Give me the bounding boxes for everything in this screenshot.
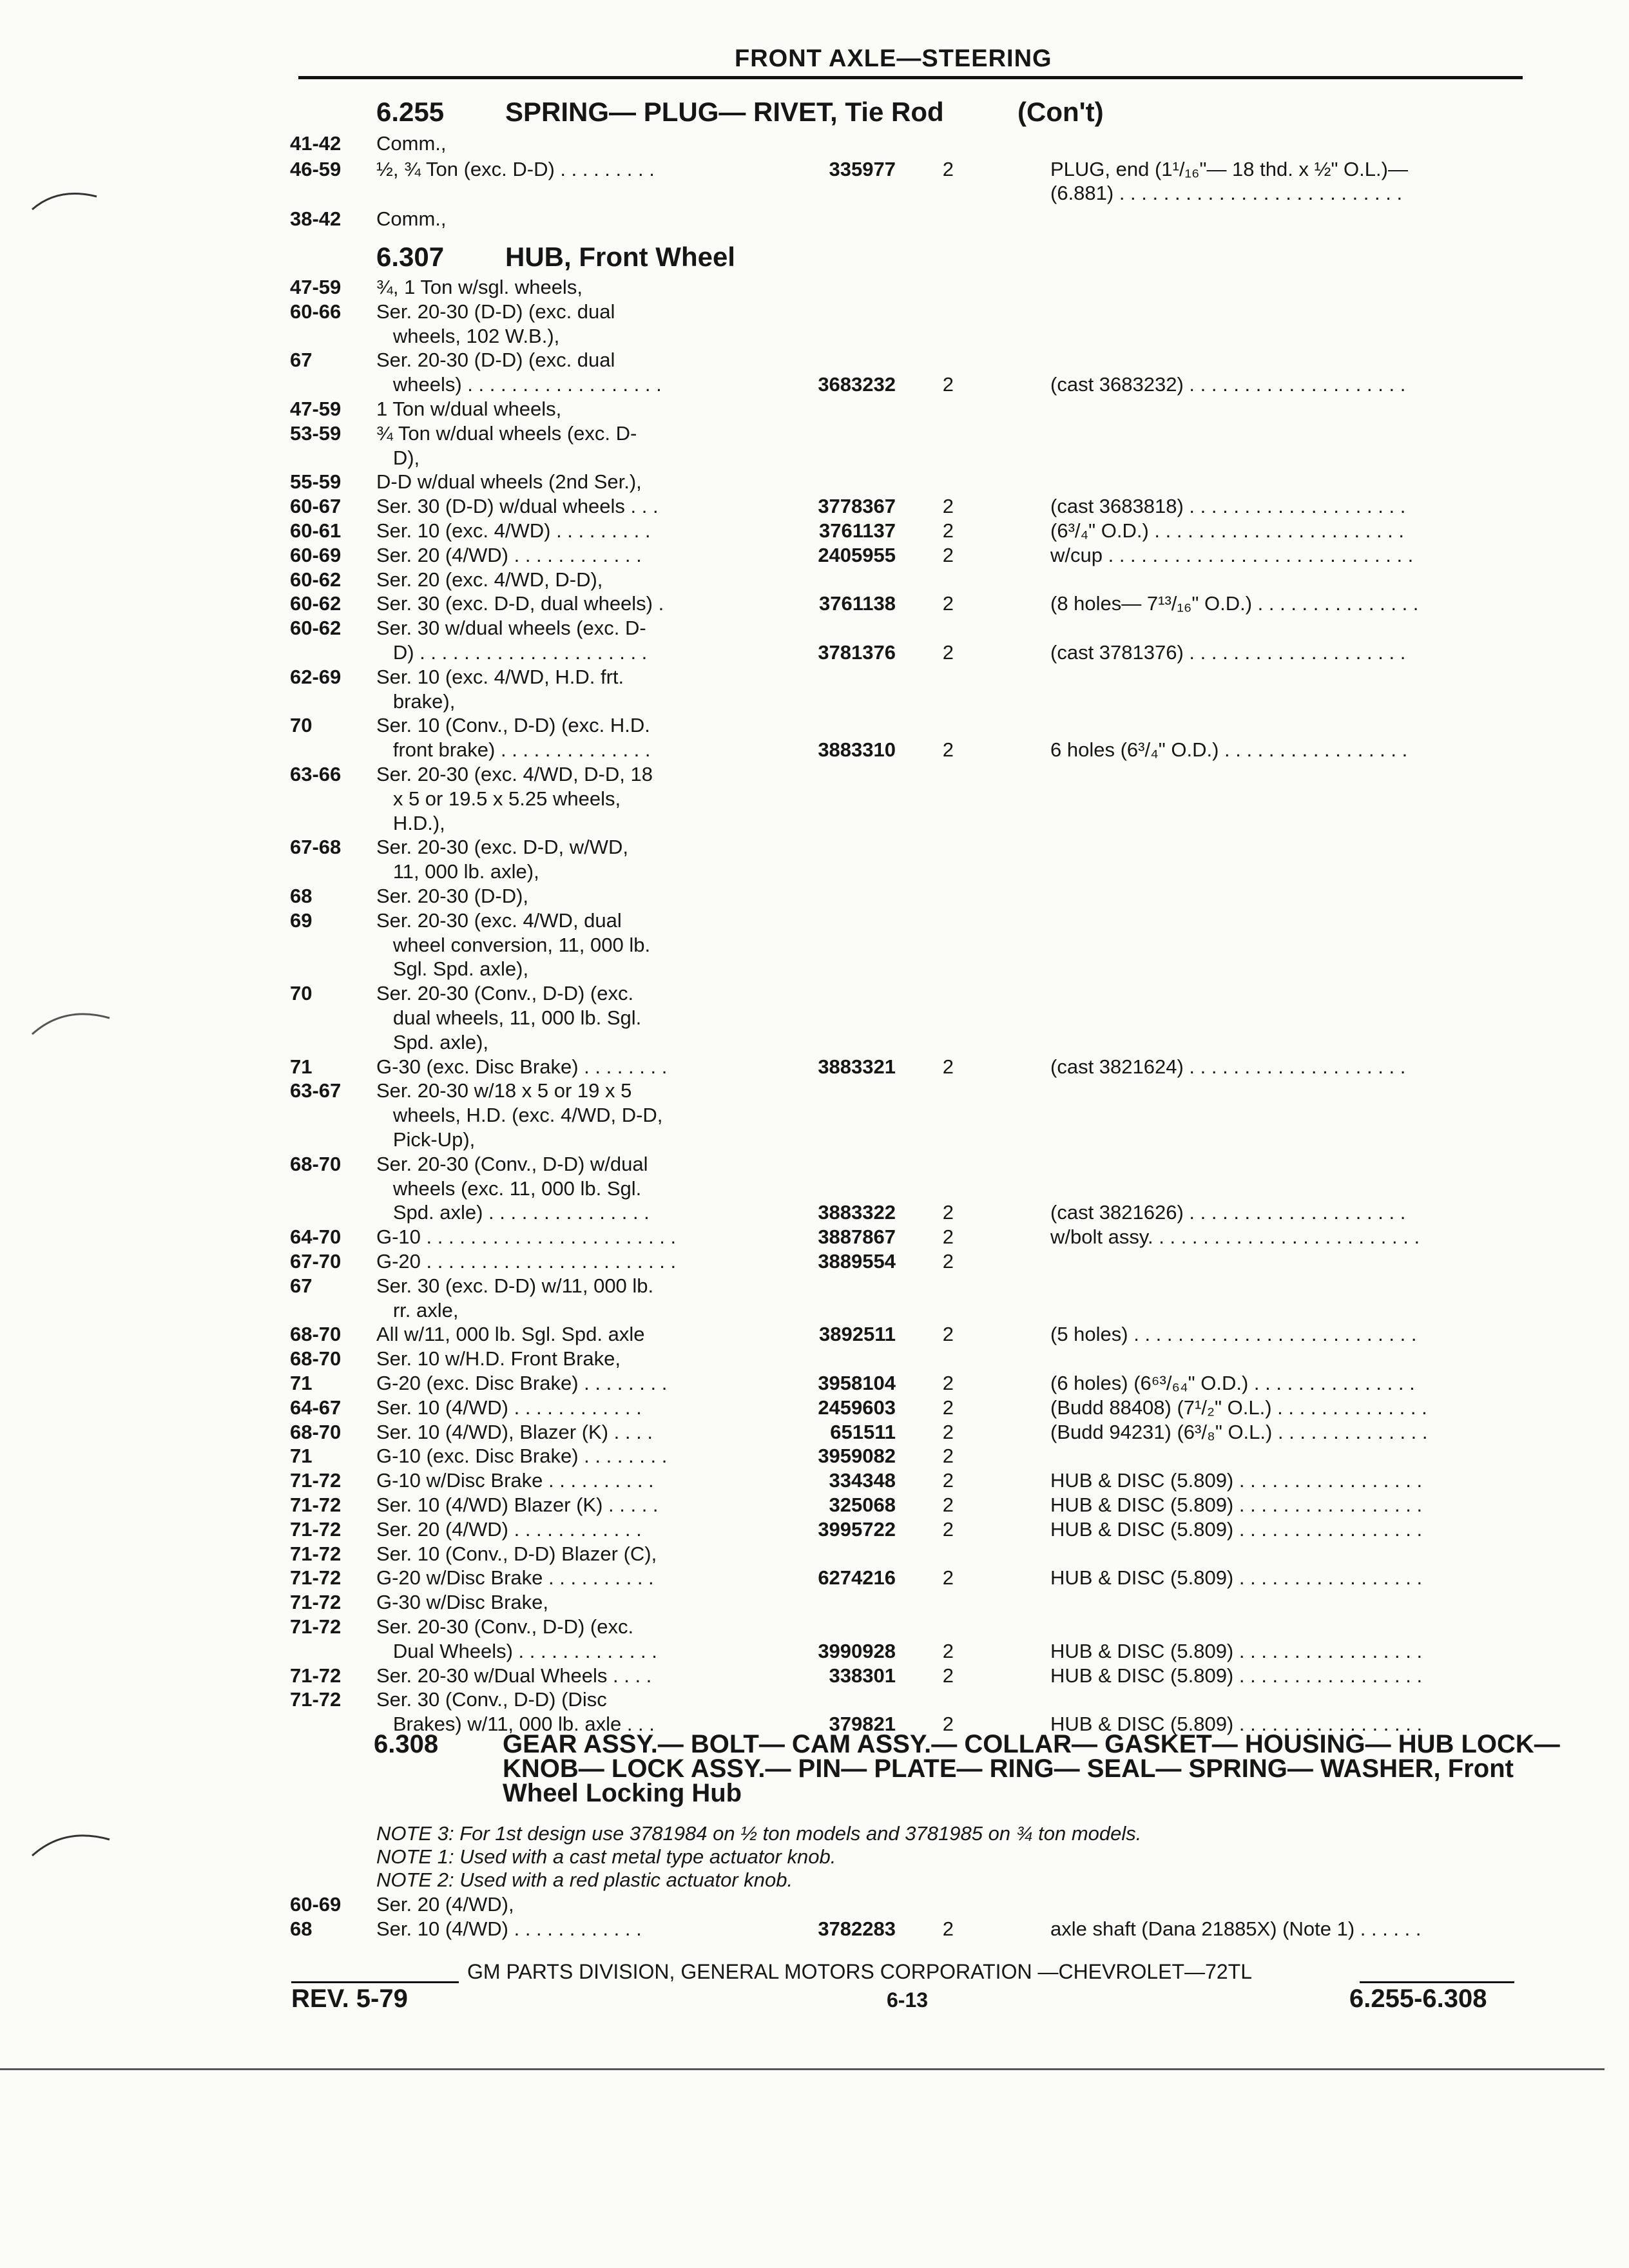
model-year: 69 [290, 908, 313, 932]
part-number: 3782283 [818, 1917, 896, 1940]
model-year: 60-67 [290, 495, 342, 518]
section-6-255-heading [376, 97, 1104, 128]
part-number: 3683232 [818, 373, 896, 396]
quantity: 2 [942, 1494, 954, 1516]
model-year: 46-59 [290, 158, 342, 180]
application: D-D w/dual wheels (2nd Ser.), [376, 470, 642, 494]
application: Ser. 30 (exc. D-D) w/11, 000 lb. [376, 1274, 654, 1297]
quantity: 2 [942, 641, 954, 664]
quantity: 2 [942, 543, 954, 566]
remarks: HUB & DISC (5.809) . . . . . . . . . . . . . . . . . [1050, 1639, 1423, 1662]
model-year: 68-70 [290, 1347, 342, 1370]
remarks: (cast 3683232) . . . . . . . . . . . . . . . . . . . . [1050, 373, 1406, 396]
remarks: HUB & DISC (5.809) . . . . . . . . . . . . . . . . . [1050, 1494, 1423, 1516]
application: Ser. 30 (Conv., D-D) (Disc [376, 1688, 607, 1711]
application: Comm., [376, 132, 447, 155]
application: Ser. 20-30 (Conv., D-D) w/dual [376, 1152, 648, 1175]
quantity: 2 [942, 1055, 954, 1078]
remarks: (6 holes) (6⁶³/₆₄" O.D.) . . . . . . . . . . . . . . . [1050, 1372, 1415, 1394]
quantity: 2 [942, 1225, 954, 1249]
note-line: NOTE 1: Used with a cast metal type actuator knob. [376, 1845, 836, 1868]
remarks: (cast 3781376) . . . . . . . . . . . . . . . . . . . . [1050, 641, 1406, 664]
model-year: 67 [290, 1274, 313, 1297]
model-year: 64-67 [290, 1396, 342, 1419]
quantity: 2 [942, 1250, 954, 1273]
model-year: 60-62 [290, 592, 342, 615]
model-year: 71-72 [290, 1542, 342, 1565]
application: Ser. 30 (D-D) w/dual wheels . . . [376, 495, 659, 518]
model-year: 53-59 [290, 421, 342, 445]
model-year: 68 [290, 885, 313, 907]
application: Ser. 10 (exc. 4/WD, H.D. frt. [376, 665, 624, 688]
model-year: 71 [290, 1445, 313, 1468]
note-line: NOTE 3: For 1st design use 3781984 on ½ ton models and 3781985 on ¾ ton models. [376, 1822, 1142, 1845]
application: G-10 w/Disc Brake . . . . . . . . . . [376, 1469, 654, 1492]
remarks: w/bolt assy. . . . . . . . . . . . . . . . . . . . . . . . . [1050, 1225, 1420, 1249]
application: G-20 w/Disc Brake . . . . . . . . . . [376, 1566, 654, 1590]
application: wheels, H.D. (exc. 4/WD, D-D, [376, 1104, 663, 1127]
hole-punch-mark-top [26, 180, 103, 219]
section-continued: (Con't) [1017, 97, 1104, 127]
section-number: 6.307 [376, 242, 445, 272]
application: wheels (exc. 11, 000 lb. Sgl. [376, 1177, 642, 1200]
model-year: 71-72 [290, 1469, 342, 1492]
quantity: 2 [942, 592, 954, 615]
quantity: 2 [942, 158, 954, 180]
quantity: 2 [942, 495, 954, 518]
application: ¾, 1 Ton w/sgl. wheels, [376, 276, 583, 298]
model-year: 67-70 [290, 1250, 342, 1273]
model-year: 71-72 [290, 1517, 342, 1541]
remarks: (cast 3821626) . . . . . . . . . . . . . . . . . . . . [1050, 1201, 1406, 1224]
part-number: 3883322 [818, 1201, 896, 1224]
remarks: HUB & DISC (5.809) . . . . . . . . . . . . . . . . . [1050, 1664, 1423, 1687]
application: Ser. 20-30 (D-D) (exc. dual [376, 349, 615, 372]
application: Ser. 10 (exc. 4/WD) . . . . . . . . . [376, 519, 651, 542]
quantity: 2 [942, 738, 954, 762]
application: brake), [376, 689, 456, 713]
part-number: 2405955 [818, 543, 896, 566]
model-year: 71-72 [290, 1566, 342, 1590]
part-number: 651511 [830, 1420, 896, 1443]
model-year: 64-70 [290, 1225, 342, 1249]
model-year: 47-59 [290, 398, 342, 420]
model-year: 68-70 [290, 1323, 342, 1346]
quantity: 2 [942, 1372, 954, 1394]
model-year: 60-69 [290, 1893, 342, 1916]
remarks: (5 holes) . . . . . . . . . . . . . . . . . . . . . . . . . . [1050, 1323, 1417, 1346]
section-6-307-heading [376, 242, 735, 273]
quantity: 2 [942, 1445, 954, 1468]
model-year: 70 [290, 982, 313, 1005]
footer-revision: REV. 5-79 [291, 1984, 408, 2013]
model-year: 70 [290, 714, 313, 737]
application: G-10 . . . . . . . . . . . . . . . . . . . . . . . [376, 1225, 677, 1249]
application: Ser. 20-30 w/18 x 5 or 19 x 5 [376, 1079, 632, 1102]
quantity: 2 [942, 1664, 954, 1687]
quantity: 2 [942, 1917, 954, 1940]
application: Ser. 20-30 (Conv., D-D) (exc. [376, 1615, 634, 1638]
part-number: 3778367 [818, 495, 896, 518]
part-number: 2459603 [818, 1396, 896, 1419]
model-year: 71 [290, 1372, 313, 1394]
header-rule [298, 76, 1523, 79]
application: H.D.), [376, 811, 445, 834]
footer-division: GM PARTS DIVISION, GENERAL MOTORS CORPORATION —CHEVROLET—72TL [467, 1960, 1252, 1983]
application: Ser. 20 (4/WD), [376, 1893, 514, 1916]
application: front brake) . . . . . . . . . . . . . . [376, 738, 651, 762]
application: wheels, 102 W.B.), [376, 324, 560, 347]
application: D) . . . . . . . . . . . . . . . . . . . . . [376, 641, 648, 664]
model-year: 71-72 [290, 1615, 342, 1638]
model-year: 60-62 [290, 568, 342, 591]
model-year: 38-42 [290, 207, 342, 230]
remarks: w/cup . . . . . . . . . . . . . . . . . . . . . . . . . . . . [1050, 543, 1414, 566]
application: Ser. 20 (4/WD) . . . . . . . . . . . . [376, 1517, 642, 1541]
part-number: 379821 [829, 1713, 896, 1736]
application: Ser. 20-30 (Conv., D-D) (exc. [376, 982, 634, 1005]
application: Sgl. Spd. axle), [376, 957, 529, 981]
part-number: 3958104 [818, 1372, 896, 1394]
remarks: HUB & DISC (5.809) . . . . . . . . . . . . . . . . . [1050, 1566, 1423, 1590]
part-number: 334348 [829, 1469, 896, 1492]
part-number: 3761137 [819, 519, 896, 542]
application: Ser. 20 (4/WD) . . . . . . . . . . . . [376, 543, 642, 566]
quantity: 2 [942, 1639, 954, 1662]
section-title: HUB, Front Wheel [505, 242, 735, 272]
application: wheels) . . . . . . . . . . . . . . . . . . [376, 373, 662, 396]
model-year: 68-70 [290, 1152, 342, 1175]
part-number: 6274216 [818, 1566, 896, 1590]
quantity: 2 [942, 1469, 954, 1492]
model-year: 71-72 [290, 1688, 342, 1711]
quantity: 2 [942, 1420, 954, 1443]
application: Ser. 10 (4/WD), Blazer (K) . . . . [376, 1420, 653, 1443]
application: Ser. 10 (Conv., D-D) Blazer (C), [376, 1542, 657, 1565]
part-number: 3892511 [819, 1323, 896, 1346]
model-year: 47-59 [290, 276, 342, 298]
part-number: 335977 [829, 158, 896, 180]
part-number: 338301 [829, 1664, 896, 1687]
model-year: 60-66 [290, 300, 342, 323]
application: ¾ Ton w/dual wheels (exc. D- [376, 421, 637, 445]
application: Ser. 10 (4/WD) Blazer (K) . . . . . [376, 1494, 659, 1516]
remarks: (6.881) . . . . . . . . . . . . . . . . . . . . . . . . . . [1050, 182, 1403, 204]
model-year: 60-69 [290, 543, 342, 566]
model-year: 67-68 [290, 836, 342, 859]
application: Ser. 30 w/dual wheels (exc. D- [376, 617, 646, 640]
application: x 5 or 19.5 x 5.25 wheels, [376, 787, 621, 810]
part-number: 3995722 [818, 1517, 896, 1541]
quantity: 2 [942, 373, 954, 396]
application: Dual Wheels) . . . . . . . . . . . . . [376, 1639, 657, 1662]
application: 1 Ton w/dual wheels, [376, 398, 562, 420]
application: G-20 (exc. Disc Brake) . . . . . . . . [376, 1372, 668, 1394]
part-number: 3883310 [818, 738, 896, 762]
application: Ser. 20-30 (D-D) (exc. dual [376, 300, 615, 323]
remarks: axle shaft (Dana 21885X) (Note 1) . . . . . . [1050, 1917, 1422, 1940]
model-year: 60-62 [290, 617, 342, 640]
application: ½, ¾ Ton (exc. D-D) . . . . . . . . . [376, 158, 655, 180]
model-year: 71 [290, 1055, 313, 1078]
note-line: NOTE 2: Used with a red plastic actuator knob. [376, 1869, 793, 1891]
section-6-308-heading [374, 1732, 1572, 1809]
quantity: 2 [942, 1713, 954, 1736]
remarks: (Budd 88408) (7¹/₂" O.L.) . . . . . . . . . . . . . . [1050, 1396, 1427, 1419]
application: dual wheels, 11, 000 lb. Sgl. [376, 1006, 642, 1029]
application: 11, 000 lb. axle), [376, 860, 539, 883]
quantity: 2 [942, 1201, 954, 1224]
application: Ser. 20-30 (D-D), [376, 885, 529, 907]
part-number: 3889554 [818, 1250, 896, 1273]
application: rr. axle, [376, 1298, 459, 1321]
hole-punch-mark-middle [26, 992, 116, 1044]
remarks: PLUG, end (1¹/₁₆"— 18 thd. x ½" O.L.)— [1050, 158, 1408, 180]
footer-rule-right [1360, 1981, 1514, 1983]
section-title: SPRING— PLUG— RIVET, Tie Rod [505, 97, 944, 127]
model-year: 68-70 [290, 1420, 342, 1443]
remarks: (Budd 94231) (6³/₈" O.L.) . . . . . . . . . . . . . . [1050, 1420, 1428, 1443]
application: wheel conversion, 11, 000 lb. [376, 933, 651, 956]
model-year: 71-72 [290, 1591, 342, 1614]
application: G-10 (exc. Disc Brake) . . . . . . . . [376, 1445, 668, 1468]
part-number: 3990928 [818, 1639, 896, 1662]
application: Ser. 10 (4/WD) . . . . . . . . . . . . [376, 1917, 642, 1940]
remarks: HUB & DISC (5.809) . . . . . . . . . . . . . . . . . [1050, 1713, 1423, 1736]
model-year: 60-61 [290, 519, 342, 542]
model-year: 62-69 [290, 665, 342, 688]
remarks: (cast 3821624) . . . . . . . . . . . . . . . . . . . . [1050, 1055, 1406, 1078]
application: Ser. 10 (Conv., D-D) (exc. H.D. [376, 714, 650, 737]
section-number: 6.255 [376, 97, 445, 127]
remarks: (cast 3683818) . . . . . . . . . . . . . . . . . . . . [1050, 495, 1406, 518]
model-year: 41-42 [290, 132, 342, 155]
application: D), [376, 446, 420, 469]
application: Spd. axle), [376, 1030, 489, 1053]
application: Ser. 20-30 (exc. 4/WD, dual [376, 908, 622, 932]
remarks: HUB & DISC (5.809) . . . . . . . . . . . . . . . . . [1050, 1517, 1423, 1541]
remarks: HUB & DISC (5.809) . . . . . . . . . . . . . . . . . [1050, 1469, 1423, 1492]
application: G-20 . . . . . . . . . . . . . . . . . . . . . . . [376, 1250, 677, 1273]
application: All w/11, 000 lb. Sgl. Spd. axle [376, 1323, 645, 1346]
section-title: GEAR ASSY.— BOLT— CAM ASSY.— COLLAR— GASKET— HOUSING— HUB LOCK— KNOB— LOCK ASSY.— PIN— PLATE— RING— SEAL— SPRING— WASHER, Front Wheel Locking Hub [503, 1730, 1560, 1807]
remarks: 6 holes (6³/₄" O.D.) . . . . . . . . . . . . . . . . . [1050, 738, 1408, 762]
application: Spd. axle) . . . . . . . . . . . . . . . [376, 1201, 650, 1224]
model-year: 63-67 [290, 1079, 342, 1102]
part-number: 3887867 [818, 1225, 896, 1249]
quantity: 2 [942, 1396, 954, 1419]
remarks: (8 holes— 7¹³/₁₆" O.D.) . . . . . . . . . . . . . . . [1050, 592, 1419, 615]
footer-section-range: 6.255-6.308 [1349, 1984, 1487, 2013]
application: Ser. 10 (4/WD) . . . . . . . . . . . . [376, 1396, 642, 1419]
quantity: 2 [942, 1517, 954, 1541]
application: Ser. 20 (exc. 4/WD, D-D), [376, 568, 603, 591]
model-year: 67 [290, 349, 313, 372]
section-number: 6.308 [374, 1730, 439, 1758]
application: G-30 (exc. Disc Brake) . . . . . . . . [376, 1055, 668, 1078]
remarks: (6³/₄" O.D.) . . . . . . . . . . . . . . . . . . . . . . . [1050, 519, 1405, 542]
application: Ser. 20-30 (exc. 4/WD, D-D, 18 [376, 763, 653, 785]
part-number: 3781376 [818, 641, 896, 664]
quantity: 2 [942, 519, 954, 542]
quantity: 2 [942, 1323, 954, 1346]
part-number: 3959082 [818, 1445, 896, 1468]
application: Ser. 10 w/H.D. Front Brake, [376, 1347, 621, 1370]
quantity: 2 [942, 1566, 954, 1590]
part-number: 3883321 [818, 1055, 896, 1078]
model-year: 63-66 [290, 763, 342, 785]
page-header-title: FRONT AXLE—STEERING [735, 45, 1052, 72]
model-year: 55-59 [290, 470, 342, 494]
application: Pick-Up), [376, 1128, 476, 1151]
application: Ser. 30 (exc. D-D, dual wheels) . [376, 592, 664, 615]
model-year: 71-72 [290, 1494, 342, 1516]
application: G-30 w/Disc Brake, [376, 1591, 549, 1614]
footer-page-number: 6-13 [887, 1988, 929, 2012]
part-number: 325068 [829, 1494, 896, 1516]
model-year: 68 [290, 1917, 313, 1940]
application: Brakes) w/11, 000 lb. axle . . . [376, 1713, 655, 1736]
application: Comm., [376, 207, 447, 230]
application: Ser. 20-30 (exc. D-D, w/WD, [376, 836, 629, 859]
application: Ser. 20-30 w/Dual Wheels . . . . [376, 1664, 652, 1687]
hole-punch-mark-bottom [26, 1817, 116, 1869]
page-bottom-edge [0, 2068, 1605, 2070]
footer-rule-left [291, 1981, 459, 1983]
part-number: 3761138 [819, 592, 896, 615]
model-year: 71-72 [290, 1664, 342, 1687]
